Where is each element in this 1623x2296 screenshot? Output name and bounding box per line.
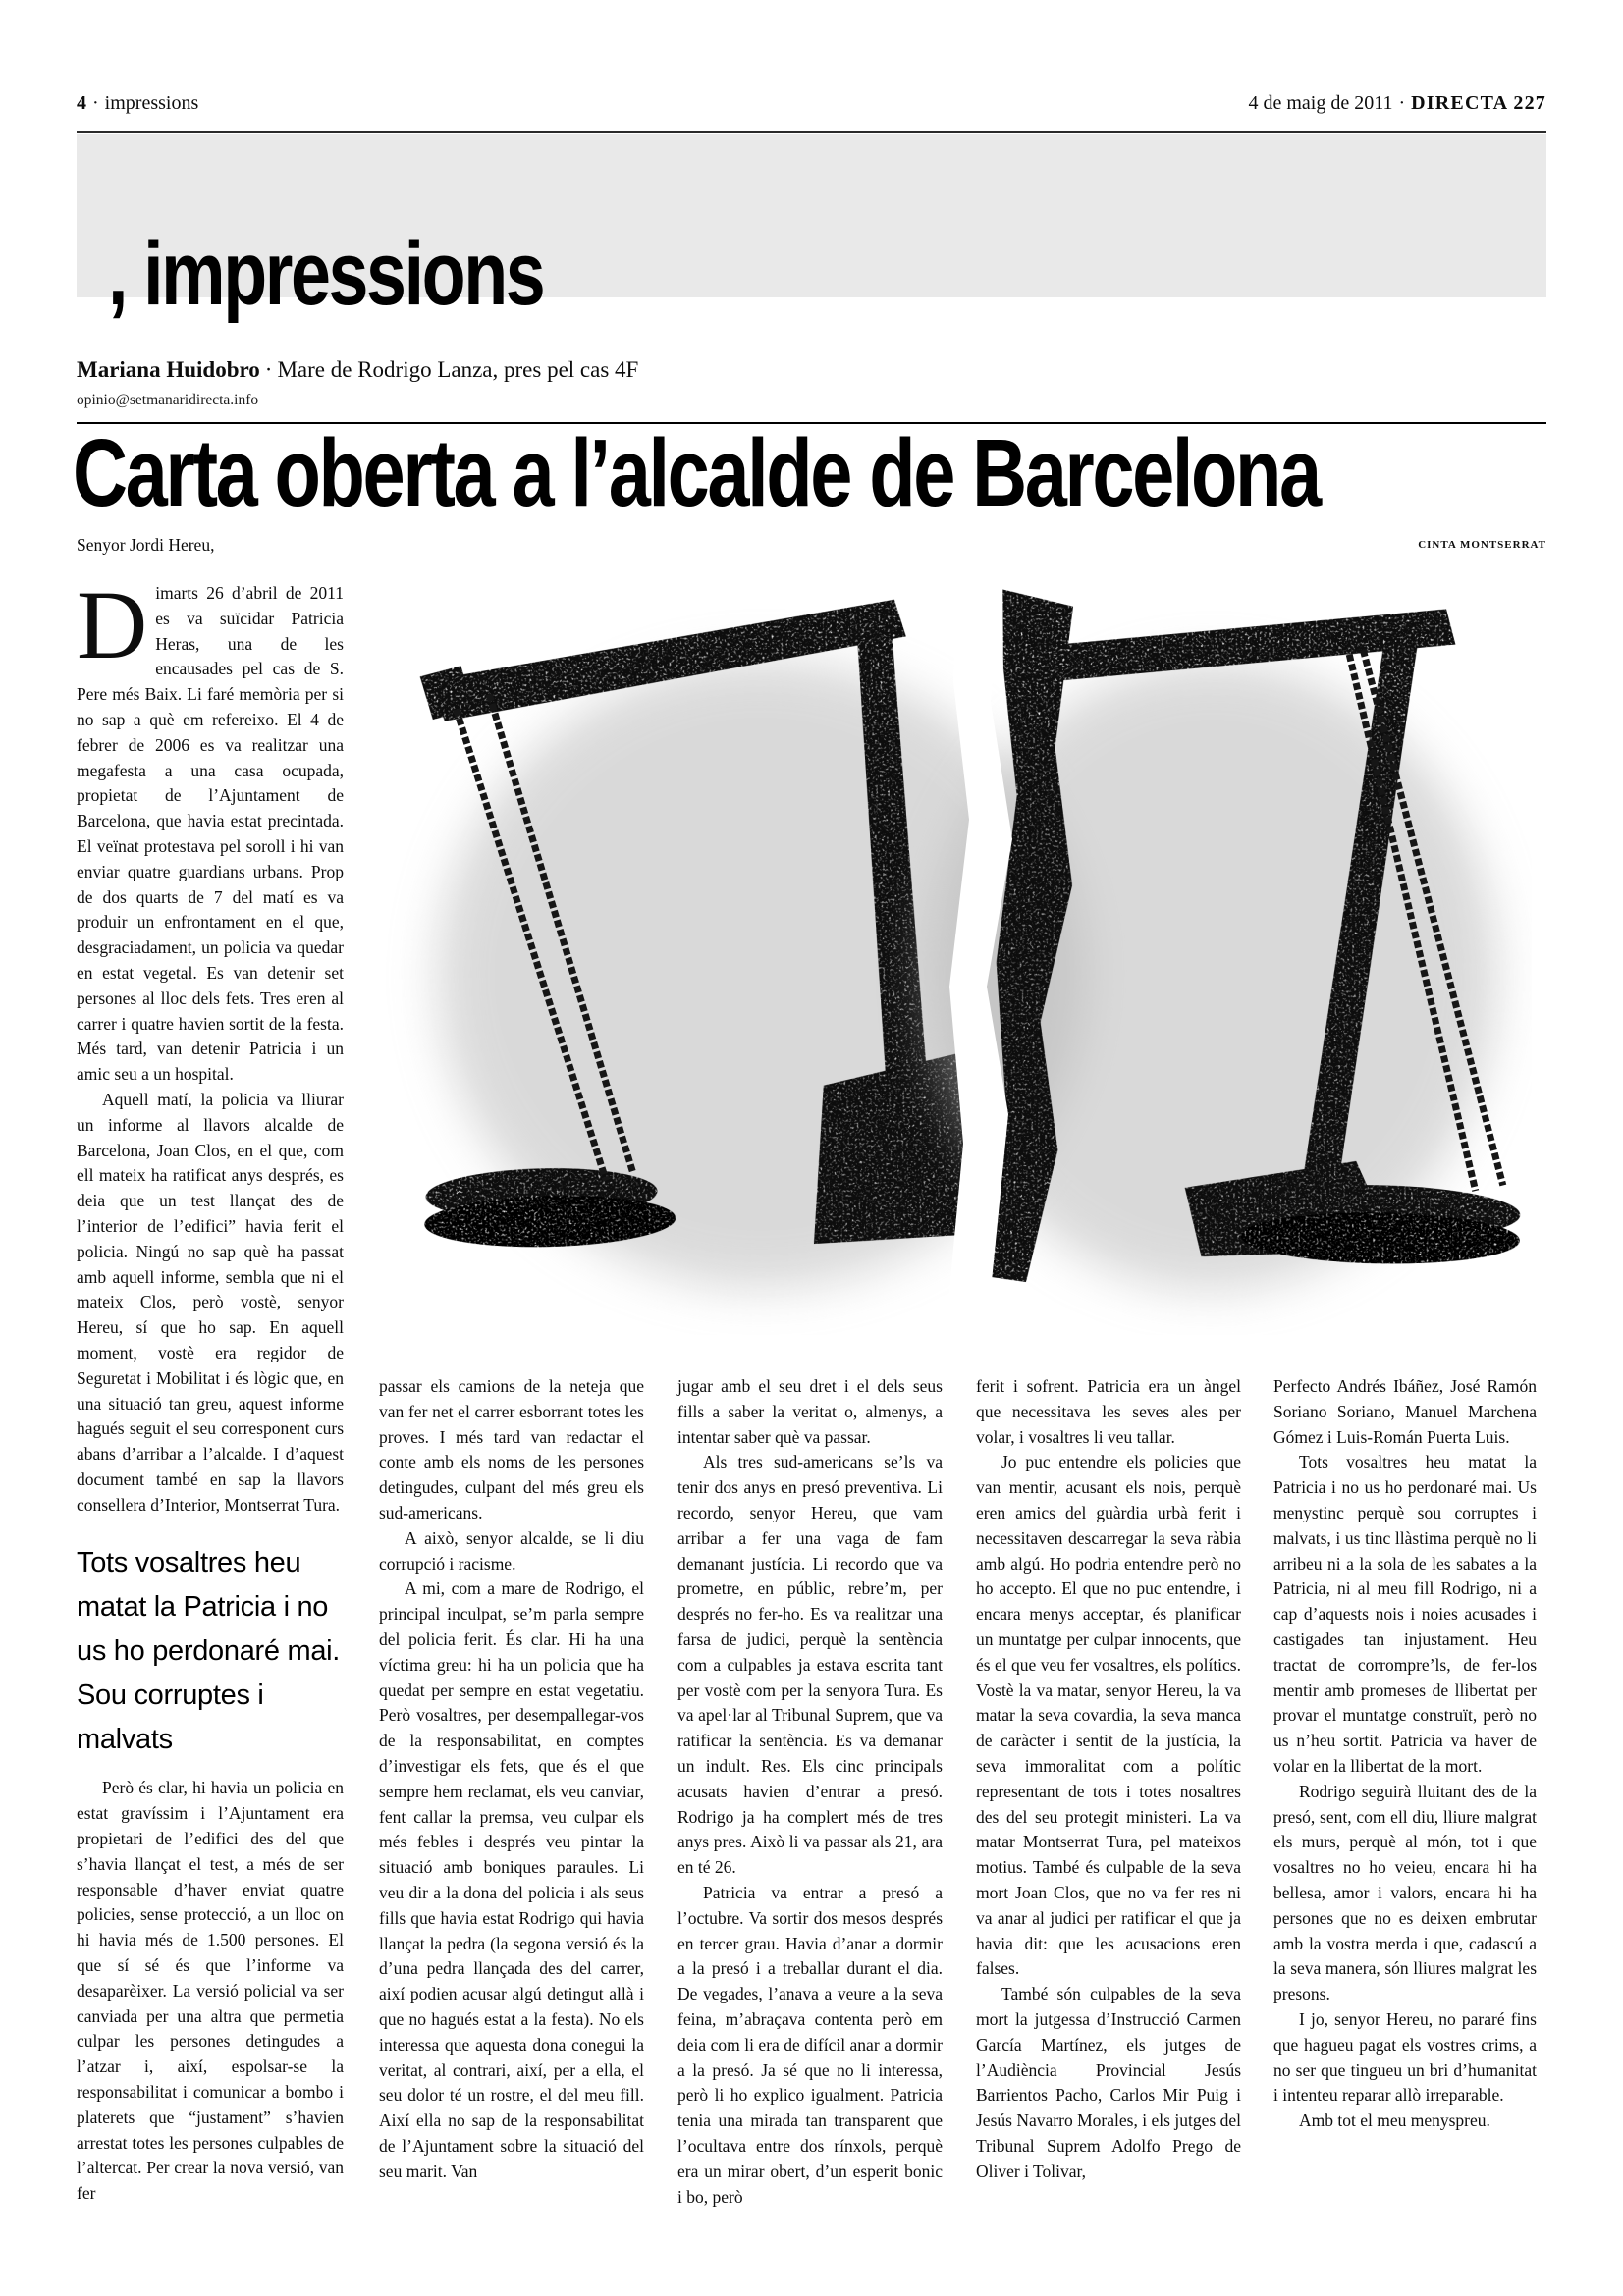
publication-name: DIRECTA 227 xyxy=(1411,92,1546,114)
photo-credit: CINTA MONTSERRAT xyxy=(1418,539,1546,551)
paragraph: Tots vosaltres heu matat la Patricia i no us ho perdonaré mai. Us menystinc perquè sou corruptes i malvats, i us tinc llàstima perquè no li arribeu ni a la sola de les sabates a la Patricia, ni al meu fill Rodrigo, ni a cap d’aquests nois i noies acusades i castigades tan injustament. Heu tractat de corrompre’ls, de fer-los mentir amb promeses de llibertat per provar el muntatge construït, però no us n’heu sortit. Patricia va haver de volar en la llibertat de la mort. xyxy=(1273,1452,1537,1776)
separator-dot: · xyxy=(264,357,273,382)
drop-cap: D xyxy=(77,570,148,679)
paragraph: jugar amb el seu dret i el dels seus fills a saber la veritat o, almenys, a intentar saber què va passar. xyxy=(677,1376,943,1447)
paragraph: A mi, com a mare de Rodrigo, el principal inculpat, se’m parla sempre del policia ferit. És clar. Hi ha una víctima greu: hi ha un policia que ha quedat per sempre en estat vegetatiu. Però vosaltres, per desempallegar-vos de la responsabilitat, en comptes d’investigar els fets, que és el que sempre hem reclamat, els veu canviar, fent callar la premsa, veu culpar els més febles i després veu pintar la situació amb boniques paraules. Li veu dir a la dona del policia i als seus fills que havia estat Rodrigo qui havia llançat la pedra (la segona versió és la d’una pedra llançada des del carrer, així podien acusar algú detingut allà i que no hagués estat a la festa). No els interessa que aquesta dona conegui la veritat, al contrari, així, per a ella, el seu dolor té un rostre, el del meu fill. Així ella no sap de la responsabilitat de l’Ajuntament sobre la situació del seu marit. Van xyxy=(379,1578,644,2181)
author-name: Mariana Huidobro xyxy=(77,357,260,382)
page-number: 4 xyxy=(77,92,86,114)
paragraph: Aquell matí, la policia va lliurar un informe al llavors alcalde de Barcelona, Joan Clos, en el que, com ell mateix ha ratificat anys després, es deia que un test llançat des de l’interior de l’edifici” havia ferit el policia. Ningú no sap què ha passat amb aquell informe, sembla que ni el mateix Clos, però vostè, senyor Hereu, sí que ho sap. En aquell moment, vostè era regidor de Seguretat i Mobilitat i és lògic que, en una situació tan greu, aquest informe hagués seguit el seu corresponent curs abans d’arribar a l’alcalde. I d’aquest document també en sap la llavors consellera d’Interior, Montserrat Tura. xyxy=(77,1089,344,1515)
paragraph: Patricia va entrar a presó a l’octubre. Va sortir dos mesos després en tercer grau. Havia d’anar a dormir a la presó i a treballar durant el dia. De vegades, l’anava a veure a la seva feina, m’abraçava contenta però em deia com li era de difícil anar a dormir a la presó. Ja sé que no li interessa, però li ho explico igualment. Patricia tenia una mirada tan transparent que l’ocultava entre dos rínxols, perquè era un mirar obert, d’un esperit bonic i bo, però xyxy=(677,1882,943,2207)
paragraph xyxy=(77,570,344,1088)
salutation: Senyor Jordi Hereu, xyxy=(77,535,215,555)
running-head-left xyxy=(77,92,198,115)
section-banner-title: , impressions xyxy=(108,224,544,324)
article-column-2 xyxy=(379,1374,644,2185)
header-rule xyxy=(77,131,1546,133)
scales-illustration xyxy=(368,555,1532,1335)
separator-dot: · xyxy=(92,92,99,114)
section-name: impressions xyxy=(104,92,199,114)
paragraph: Però és clar, hi havia un policia en estat gravíssim i l’Ajuntament era propietari de l’edifici des del que s’havia llançat el test, a més de ser responsable d’haver enviat quatre policies, sense protecció, a un lloc on hi havia més de 1.500 persones. El que sí sé és que l’informe va desaparèixer. La versió policial va ser canviada per una altra que permetia culpar les persones detingudes a l’atzar i, així, espolsar-se la responsabilitat i comunicar a bombo i platerets que “justament” s’havien arrestat totes les persones culpables de l’altercat. Per crear la nova versió, van fer xyxy=(77,1778,344,2204)
paragraph: passar els camions de la neteja que van fer net el carrer esborrant totes les proves. I més tard van redactar el conte amb els noms de les persones detingudes, culpant del més greu els sud-americans. xyxy=(379,1376,644,1522)
pull-quote: Tots vosaltres heu matat la Patricia i no us ho perdonaré mai. Sou corruptes i malvats xyxy=(77,1547,341,1756)
paragraph: Perfecto Andrés Ibáñez, José Ramón Soriano Soriano, Manuel Marchena Gómez i Luis-Román Puerta Luis. xyxy=(1273,1376,1537,1447)
contact-email: opinio@setmanaridirecta.info xyxy=(77,392,259,408)
right-scale-half xyxy=(922,588,1531,1296)
byline xyxy=(77,357,638,383)
paragraph: ferit i sofrent. Patricia era un àngel que necessitava les seves ales per volar, i vosaltres li veu tallar. xyxy=(976,1376,1241,1447)
scales-photo xyxy=(368,555,1532,1335)
paragraph: I jo, senyor Hereu, no pararé fins que hagueu pagat els vostres crims, a no ser que tingueu un bri d’humanitat i intenteu reparar allò irreparable. xyxy=(1273,2008,1537,2106)
article-column-5 xyxy=(1273,1374,1537,2134)
paragraph: Amb tot el meu menyspreu. xyxy=(1299,2110,1490,2131)
headline: Carta oberta a l’alcalde de Barcelona xyxy=(73,419,1320,526)
separator-dot: · xyxy=(1398,92,1406,114)
paragraph-text: imarts 26 d’abril de 2011 es va suïcidar Patricia Heras, una de les encausades pel cas de S. Pere més Baix. Li faré memòria per si no sap a què em refereixo. El 4 de febrer de 2006 es va realitzar una megafesta a una casa ocupada, propietat de l’Ajuntament de Barcelona, que havia estat precintada. El veïnat protestava pel soroll i hi van enviar quatre guardians urbans. Prop de dos quarts de 7 del matí es va produir un enfrontament en el que, desgraciadament, un policia va quedar en estat vegetal. Es van detenir set persones al lloc dels fets. Tres eren al carrer i quatre havien sortit de la festa. Més tard, van detenir Patricia i un amic seu a un hospital. xyxy=(77,583,344,1085)
section-banner xyxy=(77,134,1546,324)
article-column-3 xyxy=(677,1374,943,2210)
paragraph: Jo puc entendre els policies que van mentir, acusant els nois, perquè eren amics del guàrdia urbà ferit i necessitaven descarregar la seva ràbia amb algú. Ho podria entendre però no ho accepto. El que no puc entendre, i encara menys acceptar, és planificar un muntatge per culpar innocents, que és el que veu fer vosaltres, els polítics. Vostè la va matar, senyor Hereu, la va matar la seva covardia, la seva manca de caràcter i sentit de la justícia, la seva immoralitat com a polític representant de tots i totes nosaltres des del seu protegit ministeri. La va matar Montserrat Tura, pel mateixos motius. També és culpable de la seva mort Joan Clos, que no va fer res ni va anar al judici per ratificar el que ja havia dit: que les acusacions eren falses. xyxy=(976,1452,1241,1979)
issue-date: 4 de maig de 2011 xyxy=(1248,92,1393,114)
paragraph: Als tres sud-americans se’ls va tenir dos anys en presó preventiva. Li recordo, senyor Hereu, que vam arribar a fer una vaga de fam demanant justícia. Li recordo que va prometre, en públic, rebre’m, per després no fer-ho. Es va realitzar una farsa de judici, perquè la sentència com a culpables ja estava escrita tant per vostè com per la senyora Tura. Es va apel·lar al Tribunal Suprem, que va ratificar la sentència. Es va demanar un indult. Res. Els cinc principals acusats havien d’entrar a presó. Rodrigo ja ha complert més de tres anys pres. Això li va passar als 21, ara en té 26. xyxy=(677,1452,943,1878)
article-column-4 xyxy=(976,1374,1241,2185)
paragraph: A això, senyor alcalde, se li diu corrupció i racisme. xyxy=(379,1527,644,1574)
running-head xyxy=(77,92,1546,115)
author-role: Mare de Rodrigo Lanza, pres pel cas 4F xyxy=(277,357,639,382)
paragraph: Rodrigo seguirà lluitant des de la presó, sent, com ell diu, lliure malgrat els murs, perquè al món, tot i que vosaltres no ho veieu, encara hi ha bellesa, amor i valors, encara hi ha persones que no es deixen embrutar amb la vostra merda i que, cadascú a la seva manera, són lliures malgrat les presons. xyxy=(1273,1781,1537,2004)
running-head-right xyxy=(1248,92,1546,115)
article-column-1 xyxy=(77,570,344,2207)
paragraph: També són culpables de la seva mort la jutgessa d’Instrucció Carmen García Martínez, els jutges de l’Audiència Provincial Jesús Barrientos Pacho, Carlos Mir Puig i Jesús Navarro Morales, i els jutges del Tribunal Suprem Adolfo Prego de Oliver i Tolivar, xyxy=(976,1984,1241,2181)
